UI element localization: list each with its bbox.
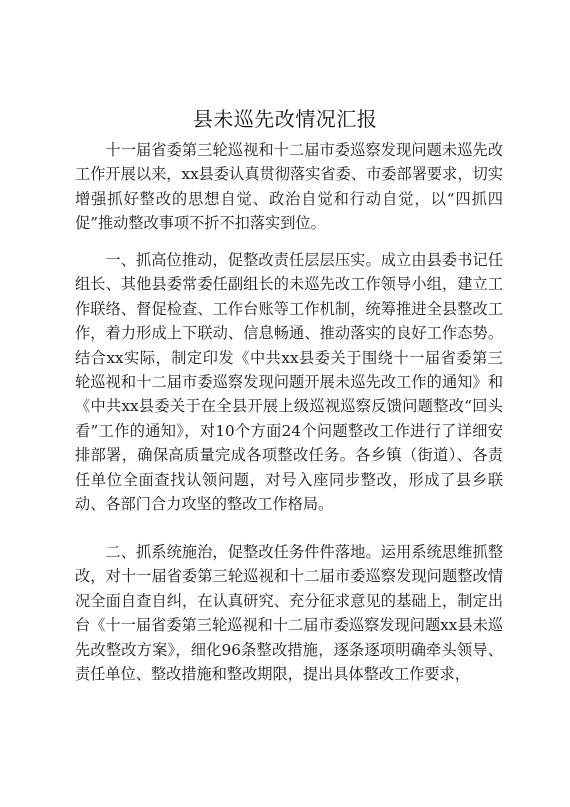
document-title: 县未巡先改情况汇报 bbox=[192, 107, 378, 131]
paragraph-intro: 十一届省委第三轮巡视和十二届市委巡察发现问题未巡先改工作开展以来，xx县委认真贯彻落实省委、市委部署要求，切实增强抓好整改的思想自觉、政治自觉和行动自觉，以“四抓四促”推动整改事项不折不扣落实到位。 bbox=[75, 141, 503, 233]
paragraph-section-two: 二、抓系统施治，促整改任务件件落地。运用系统思维抓整改，对十一届省委第三轮巡视和十二届市委巡察发现问题整改情况全面自查自纠，在认真研究、充分征求意见的基础上，制定出台《十一届省委第三轮巡视和十二届市委巡察发现问题xx县未巡先改整改方案》，细化96条整改措施，逐条逐项明确牵头领导、责任单位、整改措施和整改期限，提出具体整改工作要求， bbox=[75, 543, 503, 684]
paragraph-section-one: 一、抓高位推动，促整改责任层层压实。成立由县委书记任组长、其他县委常委任副组长的未巡先改工作领导小组，建立工作联络、督促检查、工作台账等工作机制，统筹推进全县整改工作，着力形成上下联动、信息畅通、推动落实的良好工作态势。结合xx实际，制定印发《中共xx县委关于围绕十一届省委第三轮巡视和十二届市委巡察发现问题开展未巡先改工作的通知》和《中共xx县委关于在全县开展上级巡视巡察反馈问题整改“回头看”工作的通知》，对10个方面24个问题整改工作进行了详细安排部署，确保高质量完成各项整改任务。各乡镇（街道）、各责任单位全面查找认领问题，对号入座同步整改，形成了县乡联动、各部门合力攻坚的整改工作格局。 bbox=[75, 251, 503, 514]
